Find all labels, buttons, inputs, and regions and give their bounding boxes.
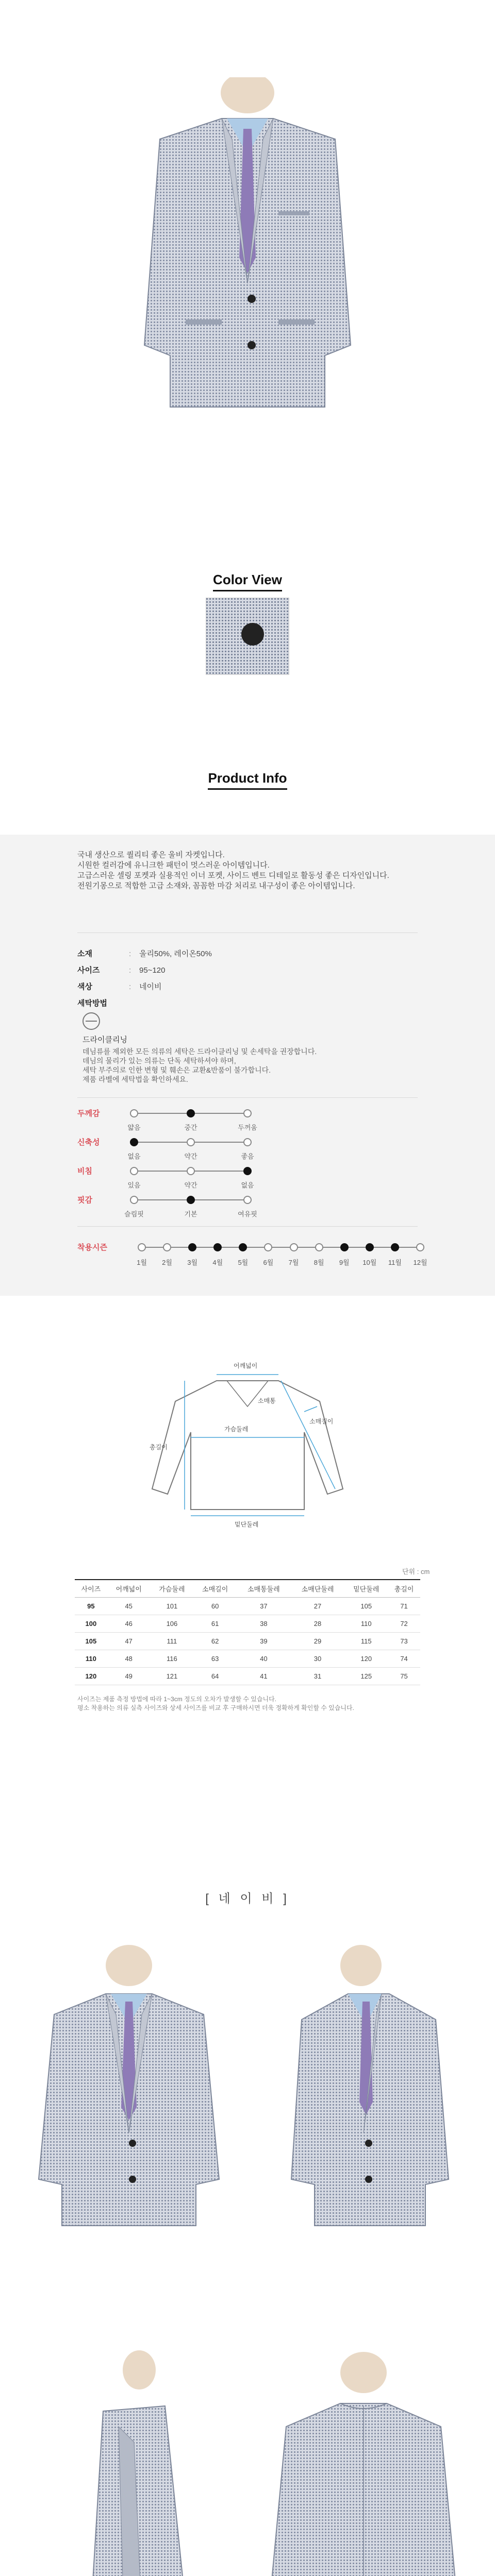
- season-dot: [366, 1243, 374, 1251]
- season-dot: [213, 1243, 222, 1251]
- table-cell: 46: [107, 1615, 151, 1632]
- scale-option: 좋음: [241, 1153, 254, 1160]
- season-month: 1월: [137, 1259, 147, 1266]
- table-header: 어깨넓이: [107, 1580, 151, 1597]
- scale-dot: [187, 1196, 195, 1204]
- back-view-photo: [263, 2349, 464, 2576]
- table-header: 가슴둘레: [151, 1580, 194, 1597]
- care-line: 제품 라벨에 세탁법을 확인하세요.: [82, 1075, 188, 1083]
- season-dot: [416, 1243, 424, 1251]
- side-front-view-photo: [271, 1937, 467, 2231]
- table-row: [75, 1667, 420, 1685]
- scale-dot: [130, 1109, 138, 1117]
- table-cell: 39: [237, 1632, 291, 1650]
- scale-dot: [130, 1138, 138, 1146]
- table-cell: 125: [344, 1667, 388, 1685]
- scale-dot: [187, 1109, 195, 1117]
- spec-size: 사이즈 : 95~120: [77, 966, 166, 975]
- scale-option: 얇음: [127, 1124, 141, 1131]
- description-line: 전원기몽으로 적합한 고급 소재와, 꼼꼼한 마감 처리로 내구성이 좋은 아이템입니다.: [77, 882, 355, 890]
- size-table: [75, 1579, 420, 1685]
- spec-color: 색상 : 네이비: [77, 982, 162, 991]
- scale-option: 약간: [184, 1181, 197, 1189]
- season-dot: [290, 1243, 298, 1251]
- table-header: 밑단둘레: [344, 1580, 388, 1597]
- diagram-label-chest: 가슴둘레: [224, 1426, 249, 1433]
- season-dot: [340, 1243, 349, 1251]
- diagram-label-armhole: 소매통: [258, 1397, 276, 1404]
- scale-option: 중간: [184, 1124, 197, 1131]
- table-row: [75, 1650, 420, 1667]
- color-swatch: [206, 598, 289, 675]
- table-cell: 105: [344, 1597, 388, 1615]
- front-view-photo: [28, 1937, 229, 2231]
- table-header: 사이즈: [75, 1580, 107, 1597]
- attribute-scale: [77, 1108, 257, 1139]
- product-description: [77, 850, 438, 891]
- season-month: 10월: [362, 1259, 377, 1266]
- scale-dot: [243, 1109, 252, 1117]
- table-cell: 47: [107, 1632, 151, 1650]
- scale-label: 비침: [77, 1167, 92, 1176]
- season-month: 9월: [339, 1259, 350, 1266]
- attribute-scale: [77, 1194, 257, 1225]
- scale-dot: [243, 1138, 252, 1146]
- diagram-label-hem: 밑단둘레: [235, 1521, 259, 1528]
- table-header: 소매단둘레: [291, 1580, 345, 1597]
- season-line: [142, 1247, 420, 1248]
- scale-label: 핏감: [77, 1196, 92, 1205]
- table-cell: 27: [291, 1597, 345, 1615]
- table-cell: 49: [107, 1667, 151, 1685]
- table-cell: 111: [151, 1632, 194, 1650]
- table-cell: 38: [237, 1615, 291, 1632]
- table-cell: 105: [75, 1632, 107, 1650]
- product-info-title: Product Info: [0, 770, 495, 790]
- scale-label: 두께감: [77, 1109, 100, 1118]
- table-cell: 62: [193, 1632, 237, 1650]
- care-line: 세탁 부주의로 인한 변형 및 훼손은 교환&반품이 불가합니다.: [82, 1066, 271, 1074]
- table-row: [75, 1615, 420, 1632]
- table-row: [75, 1597, 420, 1615]
- table-cell: 60: [193, 1597, 237, 1615]
- scale-option: 있음: [127, 1181, 141, 1189]
- scale-label: 신축성: [77, 1138, 100, 1147]
- table-cell: 41: [237, 1667, 291, 1685]
- note-line: 평소 착용하는 의류 실측 사이즈와 상세 사이즈를 비교 후 구매하시면 더욱 정확하게 확인할 수 있습니다.: [77, 1704, 354, 1711]
- table-cell: 95: [75, 1597, 107, 1615]
- table-cell: 115: [344, 1632, 388, 1650]
- scale-option: 없음: [241, 1181, 254, 1189]
- scale-dot: [130, 1167, 138, 1175]
- table-cell: 61: [193, 1615, 237, 1632]
- table-cell: 63: [193, 1650, 237, 1667]
- season-dot: [315, 1243, 323, 1251]
- table-cell: 28: [291, 1615, 345, 1632]
- table-cell: 64: [193, 1667, 237, 1685]
- size-note: [77, 1695, 438, 1713]
- table-cell: 100: [75, 1615, 107, 1632]
- table-cell: 116: [151, 1650, 194, 1667]
- diagram-label-shoulder: 어깨넓이: [234, 1362, 258, 1369]
- care-title: 드라이클리닝: [82, 1036, 127, 1044]
- table-cell: 37: [237, 1597, 291, 1615]
- note-line: 사이즈는 제품 측정 방법에 따라 1~3cm 정도의 오차가 발생할 수 있습니다.: [77, 1696, 277, 1703]
- unit-label: 단위 : cm: [402, 1568, 430, 1575]
- season-month: 3월: [187, 1259, 198, 1266]
- color-view-title: Color View: [0, 572, 495, 591]
- hero-jacket-photo: [129, 77, 366, 417]
- color-name-title: [ 네 이 비 ]: [205, 1892, 290, 1906]
- description-line: 고급스러운 셀링 포켓과 실용적인 이너 포켓, 사이드 벤트 디테일로 활동성 좋은 디자인입니다.: [77, 871, 389, 880]
- season-dot: [264, 1243, 272, 1251]
- season-dot: [188, 1243, 196, 1251]
- table-cell: 75: [388, 1667, 420, 1685]
- season-label: 착용시즌: [77, 1243, 107, 1252]
- scale-dot: [187, 1167, 195, 1175]
- care-line: 데님류를 제외한 모든 의류의 세탁은 드라이클리닝 및 손세탁을 권장합니다.: [82, 1047, 317, 1056]
- season-dot: [239, 1243, 247, 1251]
- table-cell: 29: [291, 1632, 345, 1650]
- season-month: 11월: [388, 1259, 402, 1266]
- table-cell: 30: [291, 1650, 345, 1667]
- season-dot: [391, 1243, 399, 1251]
- table-row: [75, 1632, 420, 1650]
- spec-material: 소재 : 울리50%, 레이온50%: [77, 950, 212, 958]
- attribute-scale: [77, 1165, 254, 1196]
- scale-option: 없음: [127, 1153, 141, 1160]
- scale-dot: [130, 1196, 138, 1204]
- table-cell: 74: [388, 1650, 420, 1667]
- season-dot: [138, 1243, 146, 1251]
- diagram-label-total: 총길이: [150, 1444, 168, 1451]
- dry-clean-icon: [82, 1012, 100, 1030]
- diagram-label-sleeve: 소매길이: [309, 1418, 334, 1425]
- table-cell: 40: [237, 1650, 291, 1667]
- season-dot: [163, 1243, 171, 1251]
- divider: [77, 1097, 418, 1098]
- season-month: 5월: [238, 1259, 249, 1266]
- table-cell: 121: [151, 1667, 194, 1685]
- season-month: 7월: [288, 1259, 299, 1266]
- season-scale: [77, 1242, 438, 1273]
- scale-dot: [187, 1138, 195, 1146]
- season-month: 12월: [413, 1259, 427, 1266]
- divider: [77, 1226, 418, 1227]
- size-diagram: [139, 1360, 356, 1530]
- side-view-photo: [46, 2349, 222, 2576]
- description-line: 국내 생산으로 퀄리티 좋은 울비 자켓입니다.: [77, 851, 225, 859]
- description-line: 시원한 컬러감에 유니크한 패턴이 멋스러운 아이템입니다.: [77, 861, 270, 870]
- scale-dot: [243, 1196, 252, 1204]
- table-header: 소매길이: [193, 1580, 237, 1597]
- table-cell: 72: [388, 1615, 420, 1632]
- scale-option: 약간: [184, 1153, 197, 1160]
- season-month: 2월: [162, 1259, 172, 1266]
- season-month: 4월: [212, 1259, 223, 1266]
- scale-option: 기본: [184, 1210, 197, 1218]
- care-line: 데님의 물리가 있는 의류는 단독 세탁하셔야 하며,: [82, 1057, 236, 1065]
- table-cell: 73: [388, 1632, 420, 1650]
- scale-dot: [243, 1167, 252, 1175]
- scale-option: 두꺼움: [238, 1124, 257, 1131]
- table-cell: 110: [75, 1650, 107, 1667]
- table-cell: 110: [344, 1615, 388, 1632]
- season-month: 6월: [263, 1259, 274, 1266]
- attribute-scale: [77, 1137, 254, 1167]
- table-header: 소매통둘레: [237, 1580, 291, 1597]
- scale-option: 여유핏: [238, 1210, 257, 1218]
- table-cell: 31: [291, 1667, 345, 1685]
- table-cell: 101: [151, 1597, 194, 1615]
- table-cell: 106: [151, 1615, 194, 1632]
- table-cell: 45: [107, 1597, 151, 1615]
- table-cell: 71: [388, 1597, 420, 1615]
- spec-washing: 세탁방법: [77, 999, 107, 1008]
- scale-option: 슬림핏: [124, 1210, 144, 1218]
- table-header: 총길이: [388, 1580, 420, 1597]
- table-cell: 48: [107, 1650, 151, 1667]
- care-instructions: [82, 1036, 392, 1084]
- season-month: 8월: [314, 1259, 324, 1266]
- table-cell: 120: [75, 1667, 107, 1685]
- table-cell: 120: [344, 1650, 388, 1667]
